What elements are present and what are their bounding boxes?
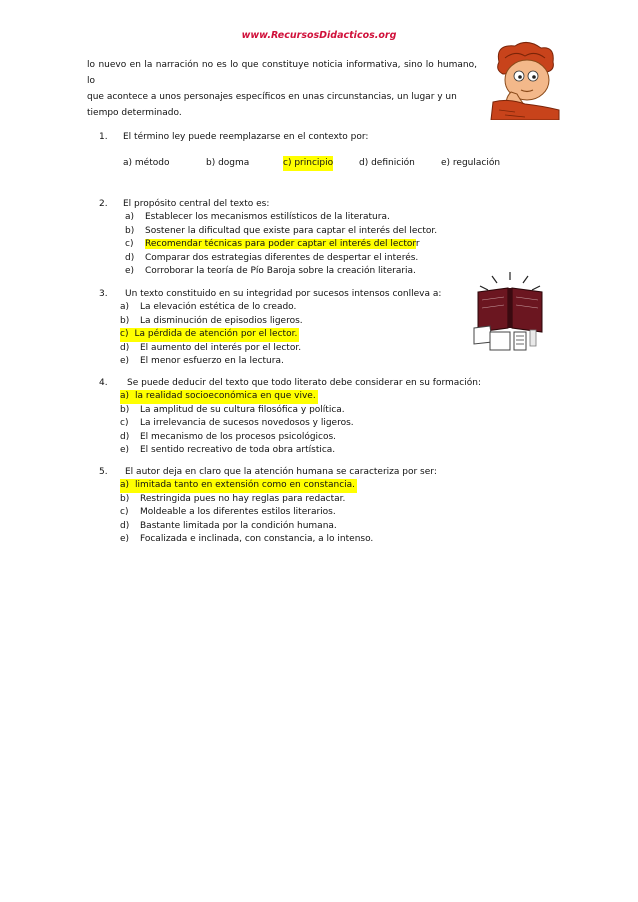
intro-paragraph xyxy=(87,57,477,121)
option-letter: d) xyxy=(120,520,130,531)
site-header[interactable]: www.RecursosDidacticos.org xyxy=(241,30,397,41)
option-text: Moldeable a los diferentes estilos literarios. xyxy=(140,507,336,518)
option-text: Sostener la dificultad que existe para captar el interés del lector. xyxy=(145,225,438,236)
option-text-highlighted: La pérdida de atención por el lector. xyxy=(134,329,298,340)
option-letter: c) xyxy=(125,239,134,250)
option-letter: b) xyxy=(120,493,130,504)
option-text-highlighted: limitada tanto en extensión como en constancia. xyxy=(135,480,356,490)
option-text-tail: r xyxy=(415,239,420,250)
question-2 xyxy=(87,197,517,282)
option-b[interactable]: b) dogma xyxy=(206,158,250,168)
option-text: Comparar dos estrategias diferentes de despertar el interés. xyxy=(145,252,419,263)
option-letter: a) xyxy=(120,302,130,312)
option-letter: d) xyxy=(120,431,130,442)
question-text: El término ley puede reemplazarse en el contexto por: xyxy=(123,132,369,142)
option-text: La elevación estética de lo creado. xyxy=(140,302,297,312)
question-text: El autor deja en claro que la atención humana se caracteriza por ser: xyxy=(125,467,437,477)
question-text: El propósito central del texto es: xyxy=(123,199,270,209)
question-text: Un texto constituido en su integridad por sucesos intensos conlleva a: xyxy=(125,289,442,299)
option-letter: a) xyxy=(125,212,135,222)
option-letter: c) xyxy=(120,418,129,429)
question-3 xyxy=(87,287,517,367)
question-number: 3. xyxy=(99,289,108,299)
question-number: 5. xyxy=(99,467,108,477)
question-text: Se puede deducir del texto que todo literato debe considerar en su formación: xyxy=(127,378,481,388)
option-letter: a) xyxy=(120,391,130,401)
thinking-boy-icon xyxy=(485,40,563,120)
option-text: Establecer los mecanismos estilísticos de la literatura. xyxy=(145,212,390,222)
option-text: La irrelevancia de sucesos novedosos y ligeros. xyxy=(140,418,354,429)
option-text-highlighted: la realidad socioeconómica en que vive. xyxy=(135,391,316,401)
thinking-boy-illustration xyxy=(485,40,563,120)
option-text: La disminución de episodios ligeros. xyxy=(140,315,303,326)
option-letter: d) xyxy=(125,252,135,263)
question-number: 2. xyxy=(99,199,108,209)
intro-line: tiempo determinado. xyxy=(87,108,182,118)
question-number: 1. xyxy=(99,132,108,142)
option-letter: b) xyxy=(120,404,130,415)
option-text: El aumento del interés por el lector. xyxy=(140,342,302,353)
question-1 xyxy=(87,130,517,180)
option-letter: e) xyxy=(125,266,135,277)
option-c-answer[interactable]: c) principio xyxy=(283,156,333,171)
option-a[interactable]: a) método xyxy=(123,158,170,168)
option-e[interactable]: e) regulación xyxy=(441,158,501,168)
option-letter: b) xyxy=(120,315,130,326)
intro-line: lo nuevo en la narración no es lo que constituye noticia informativa, sino lo humano, lo xyxy=(87,60,477,86)
option-letter: e) xyxy=(120,356,130,367)
option-text: El sentido recreativo de toda obra artística. xyxy=(140,445,336,456)
intro-line: que acontece a unos personajes específicos en unas circunstancias, un lugar y un xyxy=(87,92,457,102)
option-text: Corroborar la teoría de Pío Baroja sobre la creación literaria. xyxy=(145,266,416,277)
option-text: El mecanismo de los procesos psicológicos. xyxy=(140,431,337,442)
option-text: El menor esfuerzo en la lectura. xyxy=(140,356,284,367)
option-text: Focalizada e inclinada, con constancia, a lo intenso. xyxy=(140,534,374,545)
option-text-highlighted: Recomendar técnicas para poder captar el interés del lector xyxy=(145,239,416,250)
option-text: La amplitud de su cultura filosófica y política. xyxy=(140,404,345,415)
option-letter: c) xyxy=(120,507,129,518)
question-4 xyxy=(87,376,517,456)
option-text: Bastante limitada por la condición humana. xyxy=(140,520,337,531)
option-letter: a) xyxy=(120,480,130,490)
option-letter: e) xyxy=(120,445,130,456)
option-letter: c) xyxy=(120,329,129,340)
option-d[interactable]: d) definición xyxy=(359,158,415,168)
option-text: Restringida pues no hay reglas para redactar. xyxy=(140,493,346,504)
question-5 xyxy=(87,465,517,545)
question-number: 4. xyxy=(99,378,108,388)
option-letter: b) xyxy=(125,225,135,236)
option-letter: d) xyxy=(120,342,130,353)
option-letter: e) xyxy=(120,534,130,545)
